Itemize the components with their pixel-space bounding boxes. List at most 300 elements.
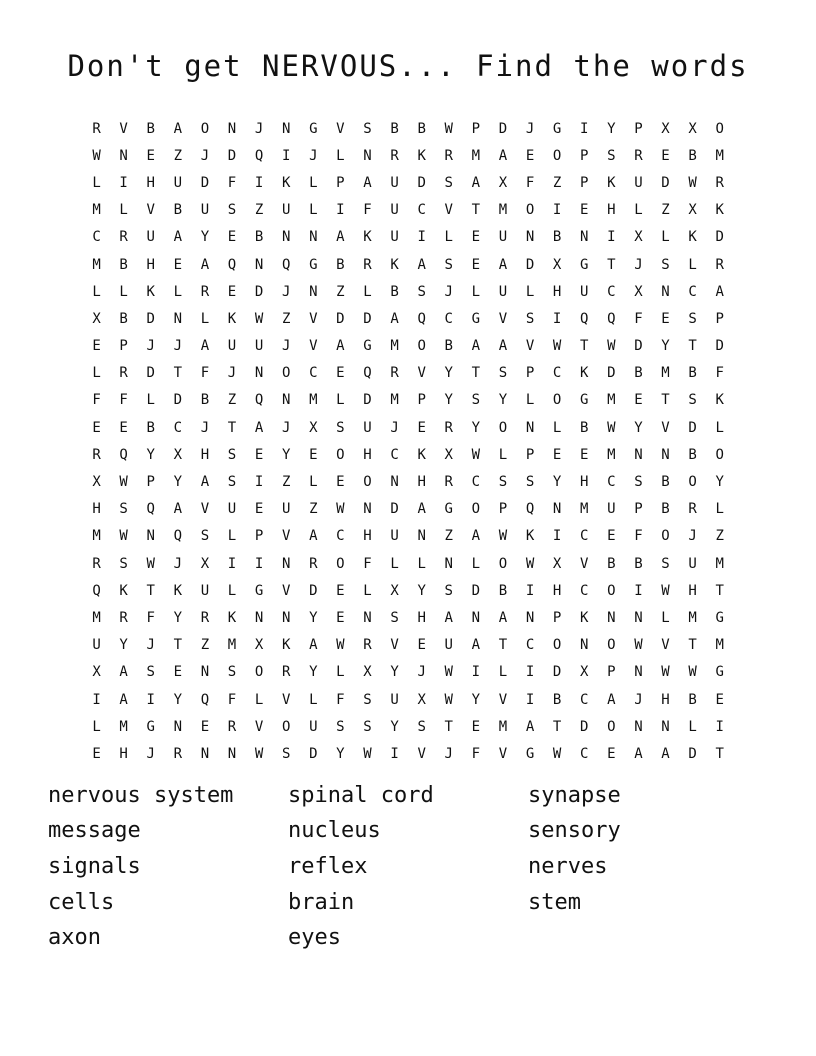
grid-letter[interactable]: J	[200, 147, 210, 164]
grid-letter[interactable]: X	[661, 120, 670, 137]
grid-letter[interactable]: R	[200, 283, 210, 300]
grid-letter[interactable]: V	[417, 365, 426, 382]
grid-letter[interactable]: L	[715, 501, 724, 518]
grid-letter[interactable]: N	[634, 609, 643, 626]
grid-letter[interactable]: L	[92, 365, 101, 382]
grid-letter[interactable]: I	[146, 691, 155, 708]
grid-letter[interactable]: N	[309, 283, 318, 300]
grid-letter[interactable]: L	[363, 582, 372, 599]
grid-letter[interactable]: N	[363, 609, 372, 626]
grid-letter[interactable]: Y	[173, 609, 183, 626]
grid-letter[interactable]: E	[580, 202, 589, 219]
grid-letter[interactable]: Q	[363, 365, 372, 382]
grid-letter[interactable]: A	[200, 474, 210, 491]
grid-letter[interactable]: M	[309, 392, 318, 409]
grid-letter[interactable]: X	[444, 446, 453, 463]
grid-letter[interactable]: T	[173, 365, 183, 382]
grid-letter[interactable]: X	[390, 582, 399, 599]
grid-letter[interactable]: Y	[146, 446, 155, 463]
grid-letter[interactable]: A	[471, 338, 481, 355]
grid-letter[interactable]: H	[146, 174, 155, 191]
grid-letter[interactable]: D	[688, 419, 697, 436]
grid-letter[interactable]: I	[119, 174, 128, 191]
grid-letter[interactable]: T	[552, 718, 562, 735]
grid-letter[interactable]: S	[336, 718, 345, 735]
grid-letter[interactable]: E	[471, 256, 481, 273]
grid-letter[interactable]: F	[92, 392, 101, 409]
grid-letter[interactable]: K	[227, 609, 237, 626]
grid-letter[interactable]: V	[498, 745, 508, 762]
grid-letter[interactable]: S	[146, 664, 155, 681]
grid-letter[interactable]: A	[607, 691, 616, 708]
grid-letter[interactable]: N	[254, 365, 264, 382]
grid-letter[interactable]: S	[227, 474, 237, 491]
grid-letter[interactable]: L	[309, 691, 318, 708]
grid-letter[interactable]: W	[471, 446, 481, 463]
grid-letter[interactable]: W	[688, 174, 697, 191]
grid-letter[interactable]: Y	[173, 691, 183, 708]
grid-letter[interactable]: V	[444, 202, 453, 219]
grid-letter[interactable]: S	[119, 501, 128, 518]
grid-letter[interactable]: L	[146, 392, 155, 409]
grid-letter[interactable]: J	[173, 338, 183, 355]
grid-letter[interactable]: F	[363, 555, 372, 572]
grid-letter[interactable]: S	[607, 147, 616, 164]
grid-letter[interactable]: L	[363, 283, 372, 300]
grid-letter[interactable]: I	[634, 582, 643, 599]
grid-letter[interactable]: C	[417, 202, 426, 219]
grid-letter[interactable]: L	[119, 283, 128, 300]
grid-letter[interactable]: L	[552, 419, 562, 436]
grid-letter[interactable]: M	[661, 365, 670, 382]
grid-letter[interactable]: H	[607, 202, 616, 219]
grid-letter[interactable]: E	[336, 365, 345, 382]
grid-letter[interactable]: U	[390, 174, 399, 191]
grid-letter[interactable]: N	[363, 501, 372, 518]
grid-letter[interactable]: W	[254, 310, 264, 327]
grid-letter[interactable]: A	[661, 745, 670, 762]
grid-letter[interactable]: E	[92, 338, 101, 355]
grid-letter[interactable]: S	[688, 310, 697, 327]
grid-letter[interactable]: E	[417, 637, 426, 654]
grid-letter[interactable]: B	[417, 120, 426, 137]
grid-letter[interactable]: N	[390, 474, 399, 491]
grid-letter[interactable]: H	[661, 691, 670, 708]
grid-letter[interactable]: F	[471, 745, 481, 762]
grid-letter[interactable]: A	[715, 283, 724, 300]
grid-letter[interactable]: K	[525, 528, 535, 545]
grid-letter[interactable]: K	[417, 147, 426, 164]
grid-letter[interactable]: B	[688, 365, 697, 382]
grid-letter[interactable]: C	[552, 365, 562, 382]
grid-letter[interactable]: Z	[552, 174, 562, 191]
grid-letter[interactable]: E	[417, 419, 426, 436]
grid-letter[interactable]: Y	[390, 718, 399, 735]
grid-letter[interactable]: J	[146, 637, 155, 654]
grid-letter[interactable]: D	[715, 229, 724, 246]
grid-letter[interactable]: S	[444, 256, 453, 273]
grid-letter[interactable]: K	[715, 202, 724, 219]
grid-letter[interactable]: S	[336, 419, 345, 436]
grid-letter[interactable]: W	[552, 745, 562, 762]
grid-letter[interactable]: B	[552, 691, 562, 708]
grid-letter[interactable]: E	[92, 745, 101, 762]
grid-letter[interactable]: B	[661, 474, 670, 491]
grid-letter[interactable]: S	[688, 392, 697, 409]
grid-letter[interactable]: X	[498, 174, 508, 191]
grid-letter[interactable]: J	[525, 120, 535, 137]
grid-letter[interactable]: U	[200, 582, 210, 599]
grid-letter[interactable]: J	[634, 256, 643, 273]
grid-letter[interactable]: L	[336, 392, 345, 409]
grid-letter[interactable]: L	[688, 718, 697, 735]
grid-letter[interactable]: L	[336, 664, 345, 681]
grid-letter[interactable]: A	[634, 745, 643, 762]
grid-letter[interactable]: B	[254, 229, 264, 246]
grid-letter[interactable]: J	[173, 555, 183, 572]
grid-letter[interactable]: S	[281, 745, 291, 762]
grid-letter[interactable]: E	[634, 392, 643, 409]
grid-letter[interactable]: R	[173, 745, 183, 762]
grid-letter[interactable]: P	[552, 609, 562, 626]
grid-letter[interactable]: D	[688, 745, 697, 762]
grid-letter[interactable]: W	[525, 555, 535, 572]
grid-letter[interactable]: G	[715, 664, 724, 681]
grid-letter[interactable]: U	[390, 691, 399, 708]
grid-letter[interactable]: N	[525, 419, 535, 436]
grid-letter[interactable]: E	[607, 528, 616, 545]
grid-letter[interactable]: N	[254, 609, 264, 626]
grid-letter[interactable]: X	[688, 202, 697, 219]
grid-letter[interactable]: L	[309, 174, 318, 191]
grid-letter[interactable]: N	[309, 229, 318, 246]
grid-letter[interactable]: P	[471, 120, 481, 137]
grid-letter[interactable]: E	[525, 147, 535, 164]
grid-letter[interactable]: G	[471, 310, 481, 327]
grid-letter[interactable]: A	[200, 338, 210, 355]
grid-letter[interactable]: R	[281, 664, 291, 681]
grid-letter[interactable]: A	[200, 256, 210, 273]
grid-letter[interactable]: D	[254, 283, 264, 300]
grid-letter[interactable]: A	[336, 338, 345, 355]
grid-letter[interactable]: A	[309, 528, 318, 545]
grid-letter[interactable]: Q	[227, 256, 237, 273]
grid-letter[interactable]: C	[92, 229, 101, 246]
grid-letter[interactable]: S	[417, 718, 426, 735]
grid-letter[interactable]: N	[444, 555, 453, 572]
grid-letter[interactable]: R	[227, 718, 237, 735]
grid-letter[interactable]: H	[417, 474, 426, 491]
grid-letter[interactable]: H	[92, 501, 101, 518]
grid-letter[interactable]: H	[552, 283, 562, 300]
grid-letter[interactable]: O	[281, 718, 291, 735]
grid-letter[interactable]: Y	[200, 229, 210, 246]
grid-letter[interactable]: L	[634, 202, 643, 219]
grid-letter[interactable]: S	[661, 256, 670, 273]
grid-letter[interactable]: A	[254, 419, 264, 436]
grid-letter[interactable]: T	[715, 582, 724, 599]
grid-letter[interactable]: T	[715, 745, 724, 762]
grid-letter[interactable]: W	[254, 745, 264, 762]
grid-letter[interactable]: A	[119, 664, 128, 681]
grid-letter[interactable]: D	[363, 392, 372, 409]
grid-letter[interactable]: O	[498, 555, 508, 572]
grid-letter[interactable]: M	[92, 202, 101, 219]
grid-letter[interactable]: L	[92, 174, 101, 191]
grid-letter[interactable]: L	[471, 283, 481, 300]
grid-letter[interactable]: G	[552, 120, 562, 137]
grid-letter[interactable]: D	[715, 338, 724, 355]
grid-letter[interactable]: Y	[444, 392, 453, 409]
grid-letter[interactable]: E	[607, 745, 616, 762]
grid-letter[interactable]: Q	[281, 256, 291, 273]
grid-letter[interactable]: K	[417, 446, 426, 463]
grid-letter[interactable]: D	[146, 365, 155, 382]
grid-letter[interactable]: R	[92, 555, 101, 572]
grid-letter[interactable]: L	[661, 609, 670, 626]
grid-letter[interactable]: V	[661, 419, 670, 436]
grid-letter[interactable]: J	[146, 745, 155, 762]
grid-letter[interactable]: C	[580, 691, 589, 708]
grid-letter[interactable]: S	[363, 691, 372, 708]
grid-letter[interactable]: P	[417, 392, 426, 409]
grid-letter[interactable]: W	[92, 147, 101, 164]
grid-letter[interactable]: I	[580, 120, 589, 137]
grid-letter[interactable]: V	[281, 528, 291, 545]
grid-letter[interactable]: W	[607, 419, 616, 436]
grid-letter[interactable]: J	[146, 338, 155, 355]
grid-letter[interactable]: N	[281, 392, 291, 409]
grid-letter[interactable]: R	[444, 474, 453, 491]
grid-letter[interactable]: M	[607, 446, 616, 463]
grid-letter[interactable]: K	[146, 283, 155, 300]
grid-letter[interactable]: Z	[444, 528, 453, 545]
grid-letter[interactable]: L	[119, 202, 128, 219]
grid-letter[interactable]: J	[309, 147, 318, 164]
grid-letter[interactable]: F	[146, 609, 155, 626]
grid-letter[interactable]: K	[688, 229, 697, 246]
grid-letter[interactable]: L	[227, 582, 237, 599]
grid-letter[interactable]: E	[580, 446, 589, 463]
grid-letter[interactable]: B	[688, 691, 697, 708]
grid-letter[interactable]: M	[119, 718, 128, 735]
grid-letter[interactable]: E	[336, 609, 345, 626]
grid-letter[interactable]: D	[471, 582, 481, 599]
grid-letter[interactable]: E	[227, 283, 237, 300]
grid-letter[interactable]: N	[661, 283, 670, 300]
grid-letter[interactable]: L	[688, 256, 697, 273]
grid-letter[interactable]: V	[498, 691, 508, 708]
grid-letter[interactable]: R	[444, 419, 453, 436]
grid-letter[interactable]: K	[227, 310, 237, 327]
grid-letter[interactable]: Q	[525, 501, 535, 518]
grid-letter[interactable]: K	[580, 365, 589, 382]
grid-letter[interactable]: T	[688, 338, 697, 355]
grid-letter[interactable]: A	[444, 609, 453, 626]
grid-letter[interactable]: H	[688, 582, 697, 599]
grid-letter[interactable]: B	[390, 283, 399, 300]
grid-letter[interactable]: X	[552, 256, 562, 273]
grid-letter[interactable]: L	[525, 283, 535, 300]
grid-letter[interactable]: V	[390, 637, 399, 654]
grid-letter[interactable]: B	[173, 202, 183, 219]
grid-letter[interactable]: C	[525, 637, 535, 654]
grid-letter[interactable]: N	[634, 718, 643, 735]
grid-letter[interactable]: K	[607, 174, 616, 191]
grid-letter[interactable]: M	[390, 392, 399, 409]
grid-letter[interactable]: X	[580, 664, 589, 681]
grid-letter[interactable]: O	[607, 582, 616, 599]
grid-letter[interactable]: P	[525, 365, 535, 382]
grid-letter[interactable]: W	[444, 664, 453, 681]
grid-letter[interactable]: X	[688, 120, 697, 137]
grid-letter[interactable]: X	[92, 664, 101, 681]
grid-letter[interactable]: L	[390, 555, 399, 572]
grid-letter[interactable]: P	[634, 120, 643, 137]
grid-letter[interactable]: N	[119, 147, 128, 164]
grid-letter[interactable]: B	[688, 147, 697, 164]
grid-letter[interactable]: V	[525, 338, 535, 355]
grid-letter[interactable]: Q	[119, 446, 128, 463]
grid-letter[interactable]: Y	[281, 446, 291, 463]
grid-letter[interactable]: N	[607, 609, 616, 626]
grid-letter[interactable]: F	[715, 365, 724, 382]
grid-letter[interactable]: B	[634, 555, 643, 572]
grid-letter[interactable]: C	[607, 474, 616, 491]
grid-letter[interactable]: X	[417, 691, 426, 708]
grid-letter[interactable]: R	[634, 147, 643, 164]
grid-letter[interactable]: D	[200, 174, 210, 191]
grid-letter[interactable]: A	[498, 256, 508, 273]
grid-letter[interactable]: U	[363, 419, 372, 436]
grid-letter[interactable]: Q	[607, 310, 616, 327]
grid-letter[interactable]: F	[363, 202, 372, 219]
grid-letter[interactable]: W	[119, 474, 128, 491]
grid-letter[interactable]: I	[552, 310, 562, 327]
grid-letter[interactable]: B	[688, 446, 697, 463]
grid-letter[interactable]: L	[661, 229, 670, 246]
grid-letter[interactable]: X	[92, 474, 101, 491]
grid-letter[interactable]: S	[498, 474, 508, 491]
grid-letter[interactable]: S	[363, 120, 372, 137]
grid-letter[interactable]: V	[309, 338, 318, 355]
grid-letter[interactable]: O	[715, 446, 724, 463]
grid-letter[interactable]: O	[417, 338, 426, 355]
grid-letter[interactable]: U	[390, 202, 399, 219]
grid-letter[interactable]: S	[200, 528, 210, 545]
grid-letter[interactable]: Y	[309, 609, 318, 626]
grid-letter[interactable]: T	[227, 419, 237, 436]
grid-letter[interactable]: N	[281, 555, 291, 572]
grid-letter[interactable]: F	[227, 174, 237, 191]
grid-letter[interactable]: Y	[471, 419, 481, 436]
grid-letter[interactable]: P	[336, 174, 345, 191]
grid-letter[interactable]: G	[715, 609, 724, 626]
grid-letter[interactable]: R	[119, 365, 128, 382]
grid-letter[interactable]: M	[498, 202, 508, 219]
grid-letter[interactable]: H	[119, 745, 128, 762]
grid-letter[interactable]: Y	[634, 419, 643, 436]
grid-letter[interactable]: N	[417, 528, 426, 545]
grid-letter[interactable]: O	[552, 637, 562, 654]
grid-letter[interactable]: K	[580, 609, 589, 626]
grid-letter[interactable]: I	[417, 229, 426, 246]
grid-letter[interactable]: B	[634, 365, 643, 382]
grid-letter[interactable]: C	[336, 528, 345, 545]
grid-letter[interactable]: L	[715, 419, 724, 436]
grid-letter[interactable]: U	[688, 555, 697, 572]
grid-letter[interactable]: N	[281, 120, 291, 137]
grid-letter[interactable]: V	[417, 745, 426, 762]
grid-letter[interactable]: D	[552, 664, 562, 681]
grid-letter[interactable]: M	[390, 338, 399, 355]
grid-letter[interactable]: V	[661, 637, 670, 654]
grid-letter[interactable]: R	[715, 174, 724, 191]
grid-letter[interactable]: A	[119, 691, 128, 708]
grid-letter[interactable]: D	[607, 365, 616, 382]
grid-letter[interactable]: W	[444, 120, 453, 137]
grid-letter[interactable]: G	[254, 582, 264, 599]
grid-letter[interactable]: D	[309, 582, 318, 599]
grid-letter[interactable]: X	[200, 555, 210, 572]
grid-letter[interactable]: W	[607, 338, 616, 355]
grid-letter[interactable]: Q	[254, 147, 264, 164]
grid-letter[interactable]: A	[471, 528, 481, 545]
grid-letter[interactable]: F	[119, 392, 128, 409]
grid-letter[interactable]: S	[525, 474, 535, 491]
grid-letter[interactable]: P	[607, 664, 616, 681]
grid-letter[interactable]: V	[119, 120, 128, 137]
grid-letter[interactable]: X	[634, 229, 643, 246]
grid-letter[interactable]: A	[173, 120, 183, 137]
grid-letter[interactable]: M	[688, 609, 697, 626]
grid-letter[interactable]: L	[498, 664, 508, 681]
grid-letter[interactable]: N	[146, 528, 155, 545]
grid-letter[interactable]: O	[336, 446, 345, 463]
grid-letter[interactable]: B	[390, 120, 399, 137]
grid-letter[interactable]: H	[417, 609, 426, 626]
grid-letter[interactable]: A	[173, 501, 183, 518]
grid-letter[interactable]: O	[552, 147, 562, 164]
grid-letter[interactable]: K	[173, 582, 183, 599]
grid-letter[interactable]: X	[173, 446, 183, 463]
grid-letter[interactable]: H	[363, 446, 372, 463]
grid-letter[interactable]: B	[146, 120, 155, 137]
grid-letter[interactable]: P	[634, 501, 643, 518]
grid-letter[interactable]: I	[92, 691, 101, 708]
grid-letter[interactable]: E	[146, 147, 155, 164]
grid-letter[interactable]: S	[444, 174, 453, 191]
grid-letter[interactable]: T	[688, 637, 697, 654]
grid-letter[interactable]: Q	[146, 501, 155, 518]
grid-letter[interactable]: I	[525, 664, 535, 681]
grid-letter[interactable]: N	[525, 609, 535, 626]
grid-letter[interactable]: R	[363, 256, 372, 273]
grid-letter[interactable]: X	[363, 664, 372, 681]
grid-letter[interactable]: N	[281, 229, 291, 246]
grid-letter[interactable]: B	[444, 338, 453, 355]
grid-letter[interactable]: B	[498, 582, 508, 599]
grid-letter[interactable]: J	[417, 664, 426, 681]
grid-letter[interactable]: U	[444, 637, 453, 654]
grid-letter[interactable]: N	[661, 718, 670, 735]
grid-letter[interactable]: G	[525, 745, 535, 762]
grid-letter[interactable]: B	[552, 229, 562, 246]
grid-letter[interactable]: Y	[417, 582, 426, 599]
grid-letter[interactable]: E	[309, 446, 318, 463]
grid-letter[interactable]: T	[661, 392, 670, 409]
grid-letter[interactable]: L	[254, 691, 264, 708]
